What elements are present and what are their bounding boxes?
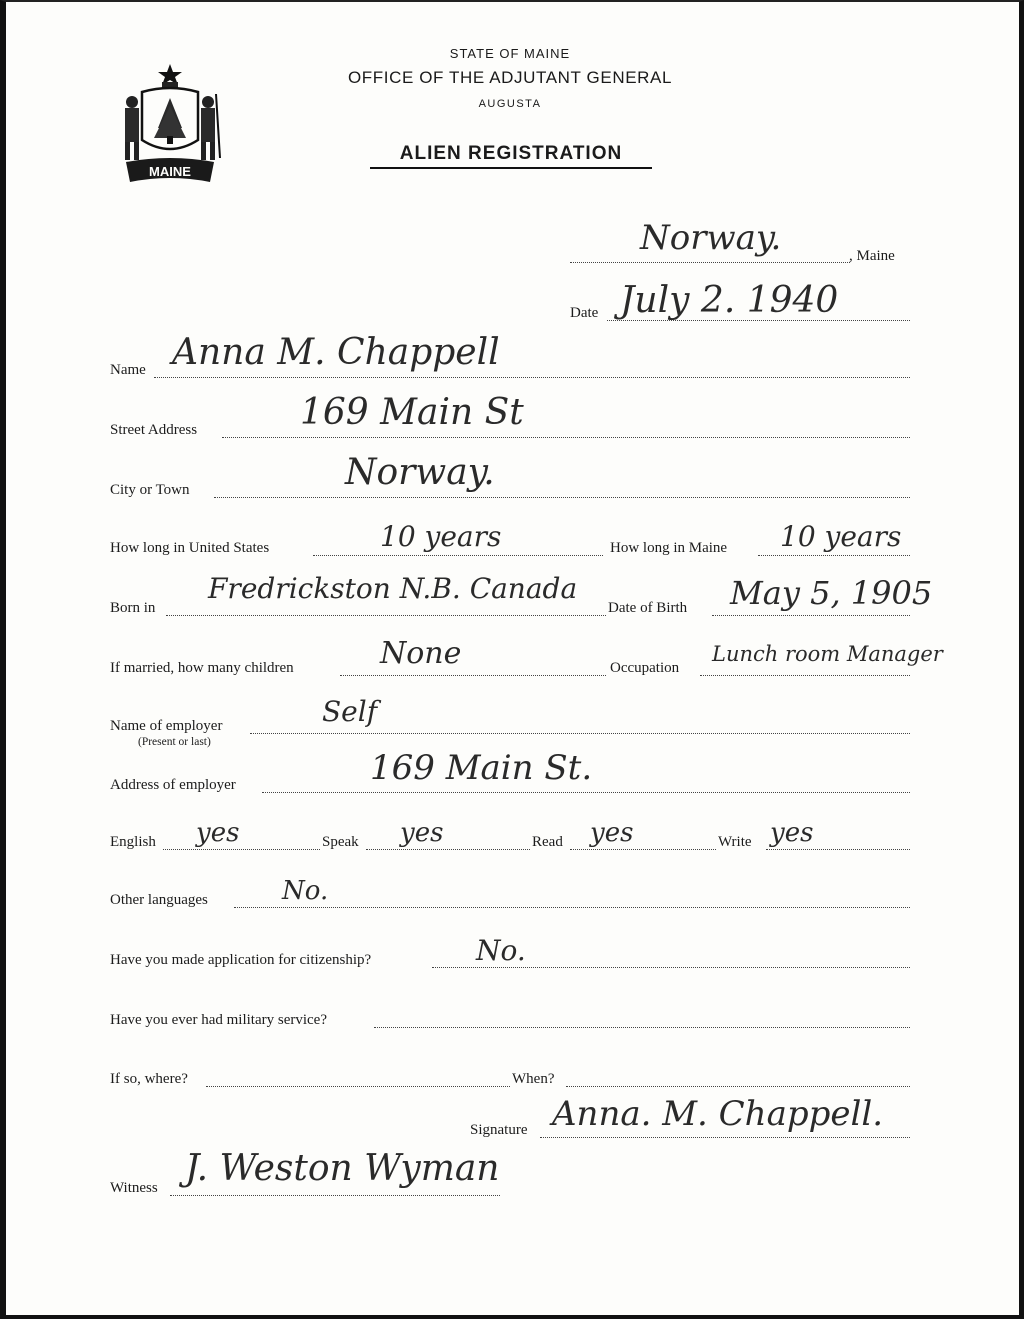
write-line [766, 849, 910, 850]
read-value: yes [590, 818, 634, 848]
town-line [570, 262, 850, 263]
witness-label: Witness [110, 1180, 158, 1196]
dob-label: Date of Birth [608, 600, 688, 616]
occupation-line [700, 675, 910, 676]
street-line [222, 437, 910, 438]
signature-line [540, 1137, 910, 1138]
witness-line [170, 1195, 500, 1196]
state-heading: STATE OF MAINE [449, 46, 571, 61]
long-us-line [313, 555, 603, 556]
date-value: July 2. 1940 [620, 280, 839, 321]
employer-line [250, 733, 910, 734]
speak-label: Speak [322, 834, 359, 850]
read-line [570, 849, 716, 850]
english-label: English [110, 834, 156, 850]
employer-address-value: 169 Main St. [370, 748, 593, 788]
citizenship-value: No. [476, 934, 526, 967]
long-us-value: 10 years [380, 520, 502, 553]
seal-banner-text: MAINE [149, 164, 191, 179]
write-label: Write [718, 834, 752, 850]
town-value: Norway. [640, 218, 782, 258]
speak-line [366, 849, 530, 850]
city-line [214, 497, 910, 498]
occupation-value: Lunch room Manager [712, 642, 943, 666]
signature-label: Signature [470, 1122, 528, 1138]
employer-value: Self [322, 695, 378, 728]
long-maine-label: How long in Maine [610, 540, 728, 556]
witness-value: J. Weston Wyman [185, 1148, 500, 1189]
read-label: Read [532, 834, 563, 850]
date-label: Date [570, 305, 599, 321]
other-languages-value: No. [282, 876, 329, 906]
citizenship-line [432, 967, 910, 968]
english-value: yes [196, 818, 240, 848]
office-heading: OFFICE OF THE ADJUTANT GENERAL [347, 68, 673, 87]
other-languages-label: Other languages [110, 892, 208, 908]
citizenship-label: Have you made application for citizenship? [110, 952, 372, 968]
speak-value: yes [400, 818, 444, 848]
city-heading: AUGUSTA [478, 98, 542, 110]
employer-address-label: Address of employer [110, 777, 236, 793]
maine-label: , Maine [849, 248, 895, 264]
other-languages-line [234, 907, 910, 908]
form-title: ALIEN REGISTRATION [370, 143, 652, 169]
children-value: None [380, 636, 462, 671]
long-us-label: How long in United States [110, 540, 270, 556]
where-line [206, 1086, 510, 1087]
military-line [374, 1027, 910, 1028]
name-line [154, 377, 910, 378]
employer-note: (Present or last) [138, 736, 211, 748]
street-value: 169 Main St [300, 392, 524, 433]
born-line [166, 615, 606, 616]
signature-value: Anna. M. Chappell. [552, 1094, 884, 1134]
dob-value: May 5, 1905 [730, 574, 933, 612]
maine-state-seal [112, 58, 228, 188]
street-label: Street Address [110, 422, 198, 438]
employer-address-line [262, 792, 910, 793]
city-value: Norway. [345, 452, 495, 493]
occupation-label: Occupation [610, 660, 680, 676]
long-maine-line [758, 555, 910, 556]
children-line [340, 675, 606, 676]
born-label: Born in [110, 600, 156, 616]
employer-label: Name of employer [110, 718, 223, 734]
when-line [566, 1086, 910, 1087]
when-label: When? [512, 1071, 555, 1087]
dob-line [712, 615, 910, 616]
born-value: Fredrickston N.B. Canada [208, 572, 578, 605]
military-label: Have you ever had military service? [110, 1012, 327, 1028]
children-label: If married, how many children [110, 660, 294, 676]
write-value: yes [770, 818, 814, 848]
name-label: Name [110, 362, 146, 378]
city-label: City or Town [110, 482, 190, 498]
name-value: Anna M. Chappell [172, 332, 500, 373]
english-line [163, 849, 320, 850]
where-label: If so, where? [110, 1071, 188, 1087]
long-maine-value: 10 years [780, 520, 902, 553]
